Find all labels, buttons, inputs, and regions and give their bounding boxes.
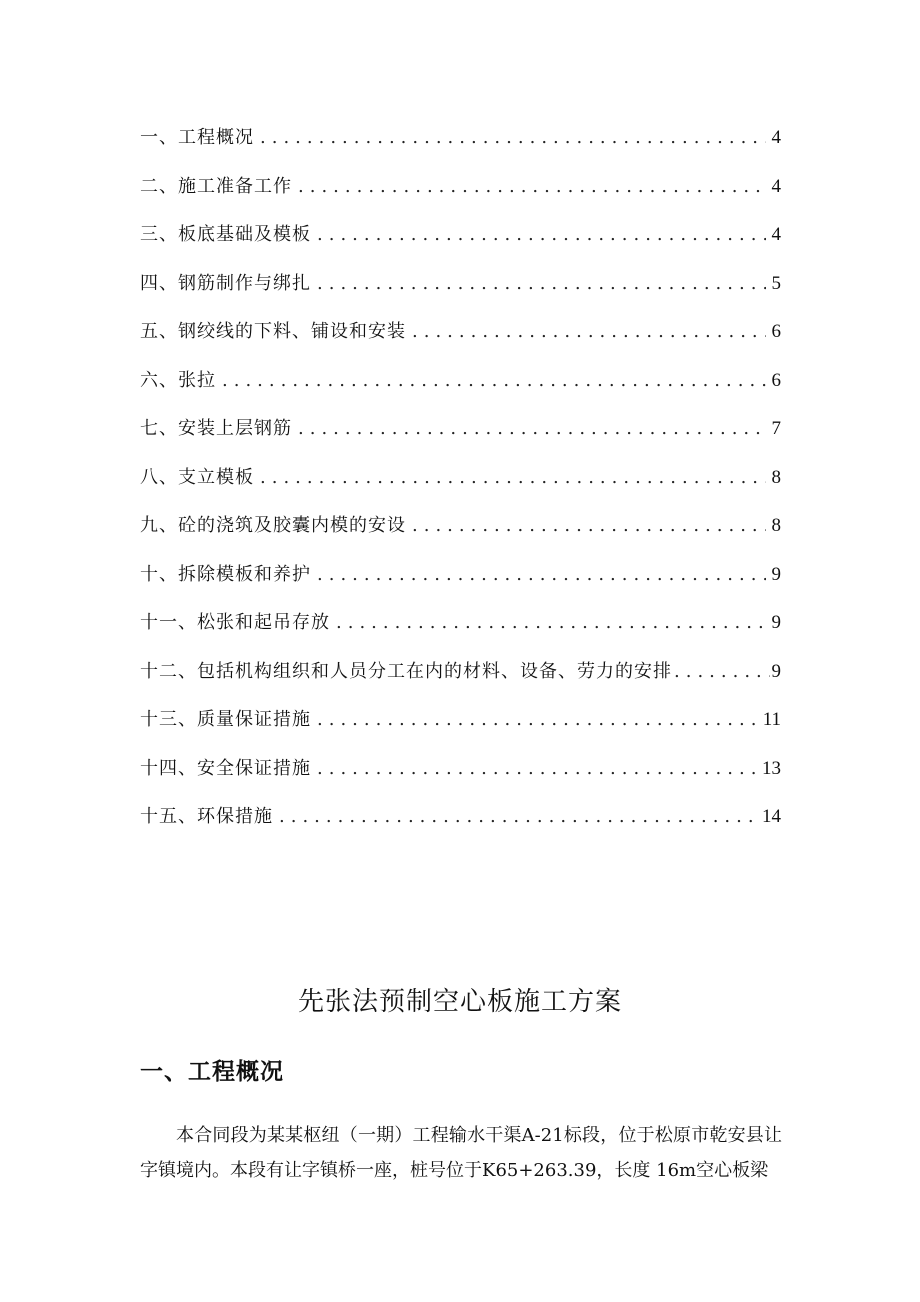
toc-entry-title: 八、支立模板	[140, 466, 254, 488]
toc-dot-leader	[222, 357, 766, 406]
toc-dot-leader	[674, 648, 770, 697]
toc-entry[interactable]	[140, 599, 781, 648]
toc-entry[interactable]	[140, 793, 781, 842]
table-of-contents	[140, 114, 781, 842]
toc-entry-page: 14	[762, 806, 781, 827]
toc-entry-title: 九、砼的浇筑及胶囊内模的安设	[140, 515, 406, 536]
toc-entry-title: 十四、安全保证措施	[140, 757, 311, 779]
toc-entry[interactable]	[140, 648, 781, 697]
toc-entry[interactable]	[140, 114, 781, 163]
toc-entry-title: 十五、环保措施	[140, 806, 273, 827]
toc-entry-title: 十一、松张和起吊存放	[140, 612, 330, 633]
toc-entry-title: 五、钢绞线的下料、铺设和安装	[140, 321, 406, 342]
toc-entry-page: 4	[771, 175, 781, 197]
toc-entry-page: 13	[762, 757, 781, 779]
toc-entry-page: 4	[771, 127, 781, 148]
body-paragraph: 本合同段为某某枢纽（一期）工程输水干渠A-21标段，位于松原市乾安县让字镇境内。本段有让字镇桥一座，桩号位于K65+263.39，长度 16m空心板梁	[140, 1125, 782, 1181]
toc-entry-page: 9	[771, 660, 781, 682]
toc-entry-title: 三、板底基础及模板	[140, 224, 311, 245]
toc-entry[interactable]	[140, 745, 781, 794]
toc-dot-leader	[336, 599, 766, 648]
section-heading: 一、工程概况	[140, 1059, 284, 1085]
toc-entry[interactable]	[140, 696, 781, 745]
toc-entry-page: 7	[771, 418, 781, 439]
toc-entry[interactable]	[140, 211, 781, 260]
toc-entry-page: 6	[771, 321, 781, 342]
toc-entry[interactable]	[140, 454, 781, 503]
toc-entry-title: 四、钢筋制作与绑扎	[140, 272, 311, 294]
toc-dot-leader	[317, 211, 766, 260]
toc-entry-title: 十、拆除模板和养护	[140, 563, 311, 585]
toc-entry-title: 七、安装上层钢筋	[140, 418, 292, 439]
toc-dot-leader	[260, 454, 766, 503]
toc-entry[interactable]	[140, 260, 781, 309]
toc-dot-leader	[317, 260, 766, 309]
toc-entry[interactable]	[140, 357, 781, 406]
document-title: 先张法预制空心板施工方案	[297, 987, 622, 1017]
toc-entry-page: 8	[771, 466, 781, 488]
toc-entry[interactable]	[140, 502, 781, 551]
toc-entry-title: 六、张拉	[140, 369, 216, 391]
toc-dot-leader	[298, 405, 766, 454]
toc-entry-page: 11	[762, 709, 781, 730]
toc-entry-page: 4	[771, 224, 781, 245]
toc-entry[interactable]	[140, 551, 781, 600]
toc-dot-leader	[317, 551, 766, 600]
toc-entry-title: 二、施工准备工作	[140, 175, 292, 197]
toc-dot-leader	[317, 745, 756, 794]
toc-dot-leader	[412, 502, 766, 551]
toc-dot-leader	[317, 696, 757, 745]
toc-entry-page: 9	[771, 612, 781, 633]
toc-entry[interactable]	[140, 405, 781, 454]
toc-entry-title: 十三、质量保证措施	[140, 709, 311, 730]
toc-dot-leader	[298, 163, 766, 212]
toc-dot-leader	[279, 793, 756, 842]
toc-entry-page: 9	[771, 563, 781, 585]
toc-entry[interactable]	[140, 163, 781, 212]
toc-dot-leader	[260, 114, 766, 163]
toc-entry-title: 十二、包括机构组织和人员分工在内的材料、设备、劳力的安排	[140, 660, 672, 682]
toc-entry-page: 5	[771, 272, 781, 294]
toc-entry-page: 6	[771, 369, 781, 391]
toc-entry-title: 一、工程概况	[140, 127, 254, 148]
toc-entry[interactable]	[140, 308, 781, 357]
toc-entry-page: 8	[771, 515, 781, 536]
toc-dot-leader	[412, 308, 766, 357]
